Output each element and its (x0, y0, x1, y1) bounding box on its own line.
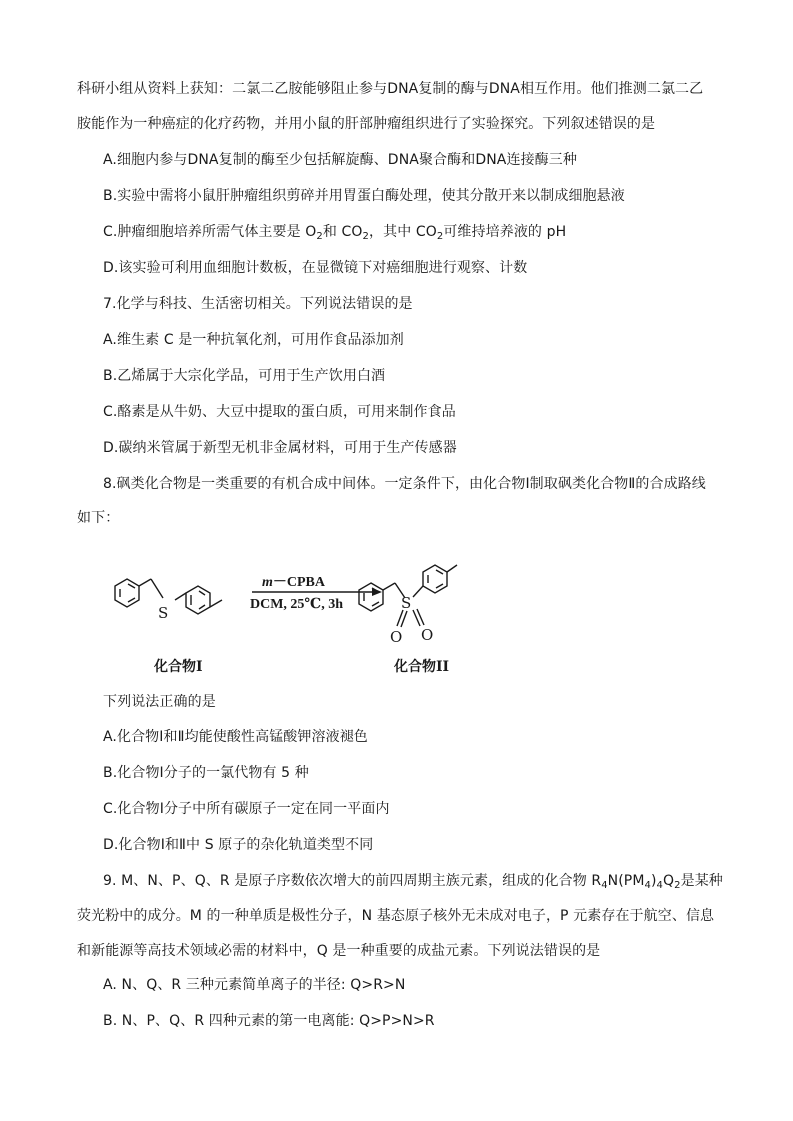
compound-1-label: 化合物I (154, 659, 203, 675)
q9-stem-line3: 和新能源等高技术领域必需的材料中，Q 是一种重要的成盐元素。下列说法错误的是 (77, 943, 601, 959)
q7-option-b: B.乙烯属于大宗化学品，可用于生产饮用白酒 (103, 368, 386, 384)
q9-option-a: A. N、Q、R 三种元素简单离子的半径: Q>R>N (103, 977, 406, 993)
q8-option-c: C.化合物Ⅰ分子中所有碳原子一定在同一平面内 (103, 801, 390, 817)
compound-1-benzene-ring-1 (115, 579, 139, 607)
q9-stem-line2: 荧光粉中的成分。M 的一种单质是极性分子，N 基态原子核外无未成对电子，P 元素存在于航空、信息 (77, 908, 715, 924)
q7-option-d: D.碳纳米管属于新型无机非金属材料，可用于生产传感器 (103, 440, 457, 456)
compound-2-benzene-ring-2 (423, 565, 447, 593)
reaction-conditions: DCM, 25℃, 3h (250, 597, 343, 612)
q6-option-d: D.该实验可利用血细胞计数板，在显微镜下对癌细胞进行观察、计数 (103, 260, 528, 276)
compound-2-benzene-ring-1 (359, 583, 383, 611)
q9-stem-line1: 9. M、N、P、Q、R 是原子序数依次增大的前四周期主族元素，组成的化合物 $R_4N(PM_4)_4Q_2$是某种 (103, 873, 723, 891)
q7-option-c: C.酪素是从牛奶、大豆中提取的蛋白质，可用来制作食品 (103, 404, 456, 420)
q8-option-b: B.化合物Ⅰ分子的一氯代物有 5 种 (103, 765, 309, 781)
oxygen-atom-1: O (390, 628, 403, 646)
sulfur-atom-2: S (401, 594, 412, 612)
oxygen-atom-2: O (421, 626, 434, 644)
q6-option-c: C.肿瘤细胞培养所需气体主要是 $O_2$和 $CO_2$，其中 $CO_2$可维持培养液的 pH (103, 224, 567, 242)
q6-option-a: A.细胞内参与DNA复制的酶至少包括解旋酶、DNA聚合酶和DNA连接酶三种 (103, 152, 577, 168)
reaction-reagent: m－CPBA (262, 575, 326, 590)
compound-2-label: 化合物II (394, 659, 450, 675)
q7-stem: 7.化学与科技、生活密切相关。下列说法错误的是 (103, 296, 413, 312)
q9-option-b: B. N、P、Q、R 四种元素的第一电离能: Q>P>N>R (103, 1013, 435, 1029)
q8-option-a: A.化合物Ⅰ和Ⅱ均能使酸性高锰酸钾溶液褪色 (103, 729, 368, 745)
compound-1-benzene-ring-2 (186, 586, 210, 614)
q7-option-a: A.维生素 C 是一种抗氧化剂，可用作食品添加剂 (103, 332, 404, 348)
q8-stem-line2: 如下： (77, 510, 120, 526)
q6-option-b: B.实验中需将小鼠肝肿瘤组织剪碎并用胃蛋白酶处理，使其分散开来以制成细胞悬液 (103, 188, 625, 204)
q8-prompt: 下列说法正确的是 (103, 694, 216, 710)
sulfur-atom-1: S (158, 604, 169, 622)
q8-stem-line1: 8.砜类化合物是一类重要的有机合成中间体。一定条件下，由化合物Ⅰ制取砜类化合物Ⅱ的合成路线 (103, 476, 706, 492)
q6-stem-line2: 胺能作为一种癌症的化疗药物，并用小鼠的肝部肿瘤组织进行了实验探究。下列叙述错误的是 (77, 116, 656, 132)
q6-stem-line1: 科研小组从资料上获知：二氯二乙胺能够阻止参与DNA复制的酶与DNA相互作用。他们推测二氯二乙 (77, 81, 704, 97)
q8-option-d: D.化合物Ⅰ和Ⅱ中 S 原子的杂化轨道类型不同 (103, 837, 374, 853)
reaction-scheme (100, 554, 690, 684)
